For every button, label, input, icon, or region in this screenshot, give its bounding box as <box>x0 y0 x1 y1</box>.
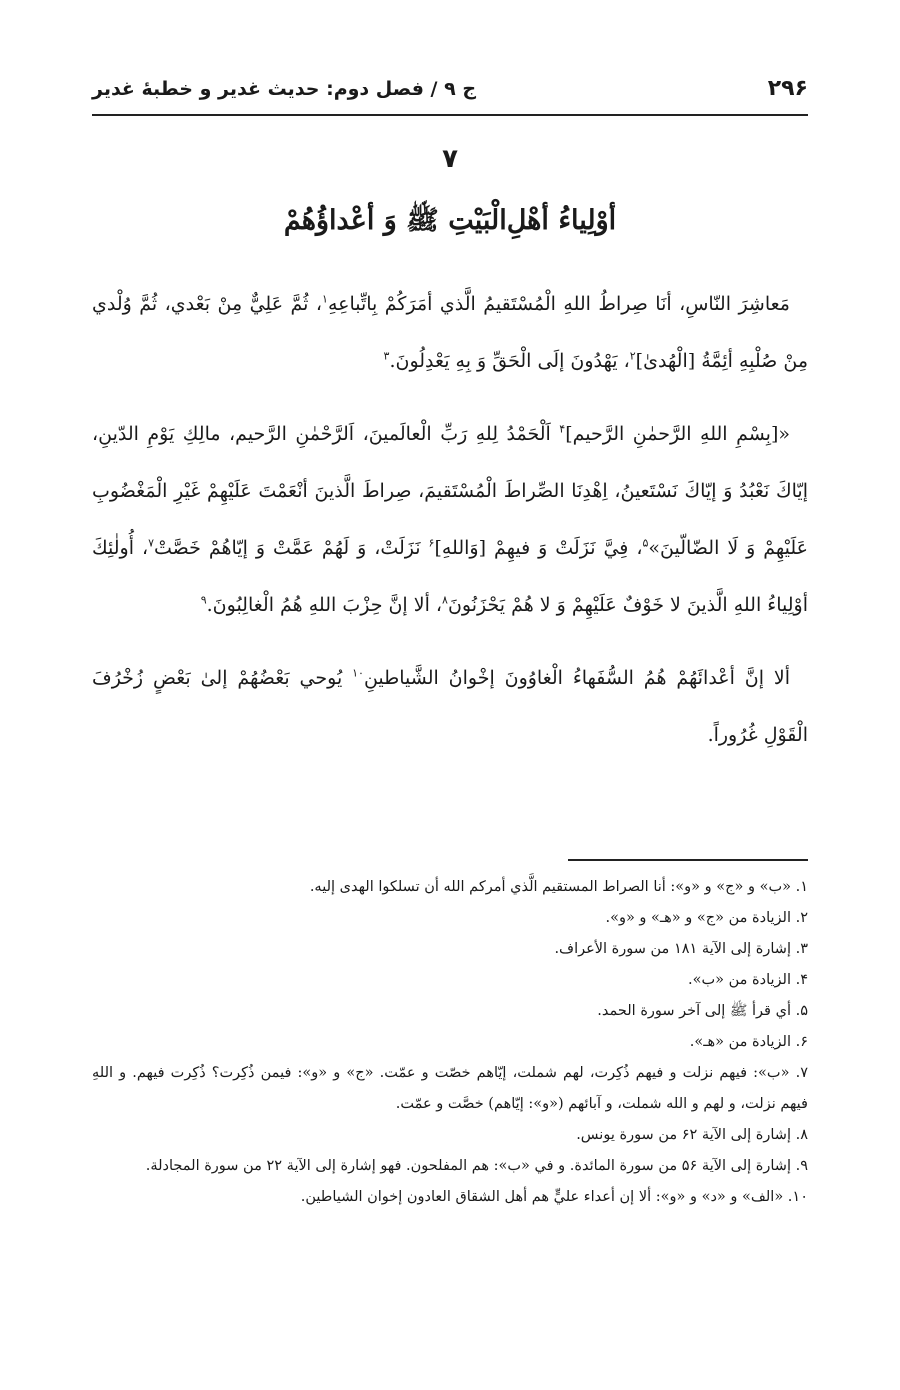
footnotes-list <box>92 872 808 1213</box>
running-title: ج ۹ / فصل دوم: حديث غدير و خطبهٔ غدير <box>92 78 477 100</box>
footnote-ref: ۷ <box>148 536 155 550</box>
footnote-ref: ۸ <box>442 593 448 607</box>
footnote-ref: ۹ <box>200 593 207 607</box>
text-run: «[بِسْمِ اللهِ الرَّحمٰنِ الرَّحيم] <box>565 423 790 445</box>
paragraph-3 <box>92 650 808 764</box>
footnote-10: ۱۰. «الف» و «د» و «و»: ألا إن أعداء عليٍّ هم أهل الشقاق العادون إخوان الشياطين. <box>300 1189 808 1205</box>
section-title: أوْلِياءُ أهْلِ‌الْبَيْتِ ﷺ وَ أعْداؤُهُمْ <box>283 205 617 236</box>
footnote-9: ۹. إشارة إلى الآية ۵۶ من سورة المائدة. و في «ب»: هم المفلحون. فهو إشارة إلى الآية ۲۲ من سورة المجادلة. <box>145 1158 808 1174</box>
text-run: ، ألا إنَّ حِزْبَ اللهِ هُمُ الْغالِبُونَ. <box>206 594 443 616</box>
text-run: ، أُولٰئِكَ أوْلِياءُ اللهِ الَّذينَ لا خَوْفٌ عَلَيْهِمْ وَ لا هُمْ يَحْزَنُونَ <box>92 537 808 616</box>
footnote-1: ۱. «ب» و «ج» و «و»: أنا الصراط المستقيم الَّذي أمركم الله أن تسلكوا الهدى إليه. <box>309 879 808 895</box>
footnote-divider <box>568 859 808 861</box>
footnote-ref: ۵ <box>642 536 649 550</box>
footnote-ref: ۱ <box>322 292 328 306</box>
text-run: مَعاشِرَ النّاسِ، أنَا صِراطُ اللهِ الْمُسْتَقيمُ الَّذي أمَرَكُمْ بِاتِّباعِهِ <box>327 293 790 315</box>
footnote-5: ۵. أي قرأ ﷺ إلى آخر سورة الحمد. <box>597 1003 808 1019</box>
text-run: ، فِيَّ نَزَلَتْ وَ فيهِمْ [وَاللهِ] <box>434 537 643 559</box>
text-run: نَزَلَتْ، وَ لَهُمْ عَمَّتْ وَ إيّاهُمْ خَصَّتْ <box>154 537 429 559</box>
running-header <box>92 74 808 116</box>
text-run: يُوحي بَعْضُهُمْ إلىٰ بَعْضٍ زُخْرُفَ الْقَوْلِ غُرُوراً. <box>92 667 808 746</box>
section-number: ۷ <box>442 144 458 174</box>
body-text <box>92 276 808 780</box>
footnote-ref: ۴ <box>559 422 566 436</box>
page-number: ۲۹۶ <box>767 76 808 101</box>
paragraph-2 <box>92 406 808 634</box>
footnote-6: ۶. الزيادة من «هـ». <box>689 1034 808 1050</box>
footnote-ref: ۲ <box>629 349 636 363</box>
book-page <box>92 0 808 1390</box>
footnote-2: ۲. الزيادة من «ج» و «هـ» و «و». <box>605 910 808 926</box>
footnote-8: ۸. إشارة إلى الآية ۶۲ من سورة يونس. <box>576 1127 808 1143</box>
footnote-3: ۳. إشارة إلى الآية ۱۸۱ من سورة الأعراف. <box>554 941 808 957</box>
paragraph-1 <box>92 276 808 390</box>
text-run: اَلْحَمْدُ لِلهِ رَبِّ الْعالَمينَ، اَلرَّحْمٰنِ الرَّحيم، مالِكِ يَوْمِ الدّينِ، إيّاكَ نَعْبُدُ وَ إيّاكَ نَسْتَعينُ، اِهْدِنَا الصِّراطَ الْمُسْتَقيمَ، صِراطَ الَّذينَ أنْعَمْتَ عَلَيْهِمْ غَيْرِ الْمَغْضُوبِ عَلَيْهِمْ وَ لَا الضّالّينَ» <box>92 423 809 559</box>
text-run: ألا إنَّ أعْدائَهُمْ هُمُ السُّفَهاءُ الْغاوُونَ إخْوانُ الشَّياطينِ <box>363 667 790 689</box>
text-run: ، يَهْدُونَ إلَى الْحَقِّ وَ بِهِ يَعْدِلُونَ. <box>389 350 630 372</box>
footnote-ref: ۱۰ <box>352 666 364 680</box>
footnote-7: ۷. «ب»: فيهم نزلت و فيهم ذُكِرت، لهم شملت، إيّاهم خصّت و عمّت. «ج» و «و»: فيمن ذُكِرت؟ ذُكِرت فيهم. و اللهِ فيهم نزلت، و لهم و الله شملت، و آبائهم («و»: إيّاهم) خصَّت و عمّت. <box>92 1065 808 1112</box>
footnote-ref: ۶ <box>428 536 435 550</box>
text-run: ، ثُمَّ عَلِيٌّ مِنْ بَعْدي، ثُمَّ وُلْدي مِنْ صُلْبِهِ أئِمَّةُ [الْهُدیٰ] <box>92 293 808 372</box>
footnote-4: ۴. الزيادة من «ب». <box>688 972 808 988</box>
footnote-ref: ۳ <box>383 349 390 363</box>
